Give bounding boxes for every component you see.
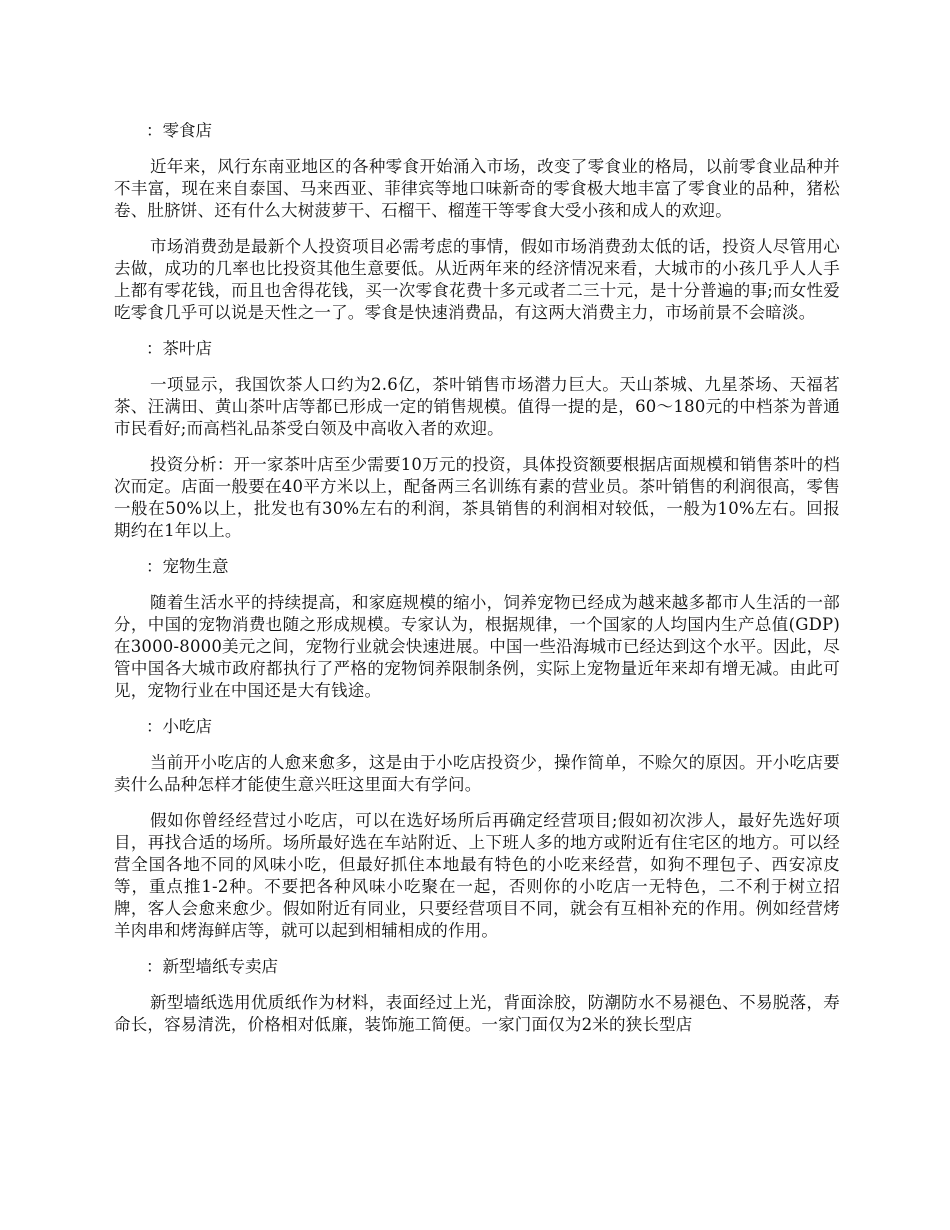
- section-heading: ：茶叶店: [146, 339, 212, 358]
- paragraph: 一项显示，我国饮茶人口约为2.6亿，茶叶销售市场潜力巨大。天山茶城、九星茶场、天福茗茶、汪满田、黄山茶叶店等都已形成一定的销售规模。值得一提的是，60～180元的中档茶为普通市民看好;而高档礼品茶受白领及中高收入者的欢迎。: [114, 375, 840, 438]
- section-snack-bar: [114, 716, 840, 942]
- paragraph: 假如你曾经经营过小吃店，可以在选好场所后再确定经营项目;假如初次涉人，最好先选好项目，再找合适的场所。场所最好选在车站附近、上下班人多的地方或附近有住宅区的地方。可以经营全国各地不同的风味小吃，但最好抓住本地最有特色的小吃来经营，如狗不理包子、西安凉皮等，重点推1-2种。不要把各种风味小吃聚在一起，否则你的小吃店一无特色，二不利于树立招牌，客人会愈来愈少。假如附近有同业，只要经营项目不同，就会有互相补充的作用。例如经营烤羊肉串和烤海鲜店等，就可以起到相辅相成的作用。: [114, 811, 840, 940]
- section-heading: ：小吃店: [146, 717, 212, 736]
- section-heading: ：零食店: [146, 121, 212, 140]
- paragraph: 当前开小吃店的人愈来愈多，这是由于小吃店投资少，操作简单，不赊欠的原因。开小吃店要卖什么品种怎样才能使生意兴旺这里面大有学问。: [114, 753, 840, 794]
- document-body: [114, 120, 840, 1050]
- section-pet-business: [114, 556, 840, 702]
- paragraph: 随着生活水平的持续提高，和家庭规模的缩小，饲养宠物已经成为越来越多都市人生活的一部分，中国的宠物消费也随之形成规模。专家认为，根据规律，一个国家的人均国内生产总值(GDP)在3000-8000美元之间，宠物行业就会快速进展。中国一些沿海城市已经达到这个水平。因此，尽管中国各大城市政府都执行了严格的宠物饲养限制条例，实际上宠物量近年来却有增无减。由此可见，宠物行业在中国还是大有钱途。: [114, 593, 840, 700]
- paragraph: 市场消费劲是最新个人投资项目必需考虑的事情，假如市场消费劲太低的话，投资人尽管用心去做，成功的几率也比投资其他生意要低。从近两年来的经济情况来看，大城市的小孩几乎人人手上都有零花钱，而且也舍得花钱，买一次零食花费十多元或者二三十元，是十分普遍的事;而女性爱吃零食几乎可以说是天性之一了。零食是快速消费品，有这两大消费主力，市场前景不会暗淡。: [114, 237, 840, 322]
- section-heading: ：新型墙纸专卖店: [146, 957, 278, 976]
- paragraph: 近年来，风行东南亚地区的各种零食开始涌入市场，改变了零食业的格局，以前零食业品种并不丰富，现在来自泰国、马来西亚、菲律宾等地口味新奇的零食极大地丰富了零食业的品种，猪松卷、肚脐饼、还有什么大树菠萝干、石榴干、榴莲干等零食大受小孩和成人的欢迎。: [114, 157, 840, 220]
- paragraph: 新型墙纸选用优质纸作为材料，表面经过上光，背面涂胶，防潮防水不易褪色、不易脱落，寿命长，容易清洗，价格相对低廉，装饰施工简便。一家门面仅为2米的狭长型店: [114, 993, 840, 1034]
- paragraph: 投资分析：开一家茶叶店至少需要10万元的投资，具体投资额要根据店面规模和销售茶叶的档次而定。店面一般要在40平方米以上，配备两三名训练有素的营业员。茶叶销售的利润很高，零售一般在50%以上，批发也有30%左右的利润，茶具销售的利润相对较低，一般为10%左右。回报期约在1年以上。: [114, 455, 840, 540]
- section-heading: ：宠物生意: [146, 557, 229, 576]
- section-snack-shop: [114, 120, 840, 324]
- section-tea-shop: [114, 338, 840, 542]
- section-wallpaper-store: [114, 956, 840, 1036]
